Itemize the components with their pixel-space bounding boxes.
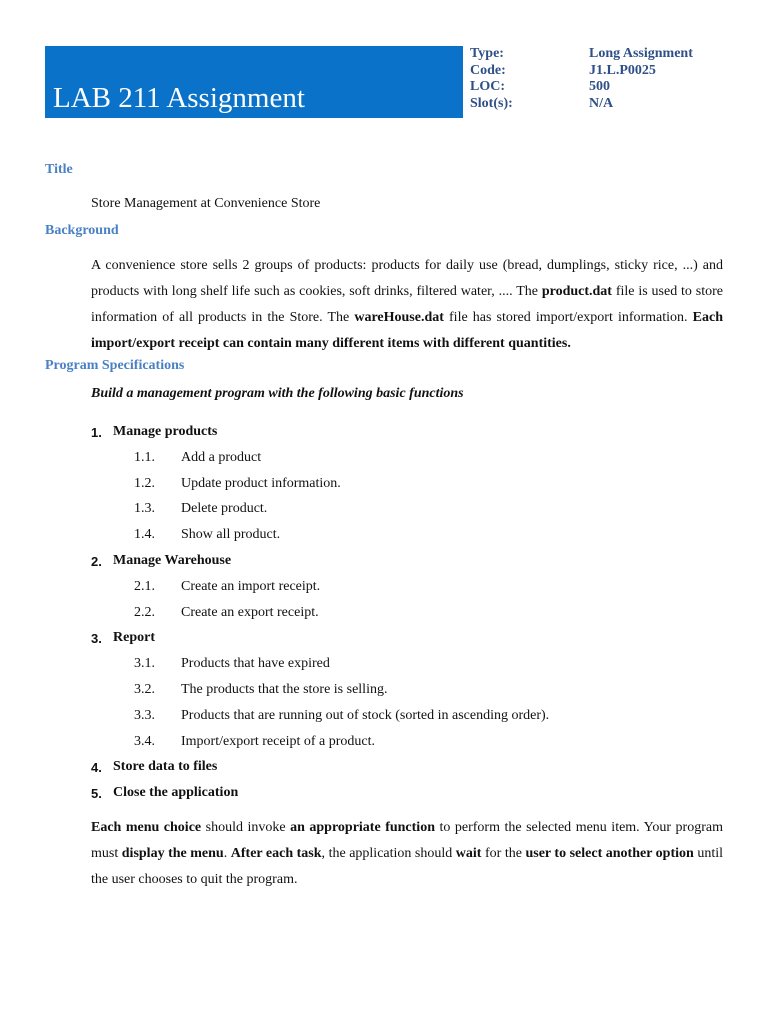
submenu-item-label: Add a product <box>181 449 262 465</box>
background-segment: file is used to store information of all products in the Store. The <box>91 284 723 325</box>
closing-segment: , the application should <box>321 846 456 861</box>
submenu-item-number: 1.3. <box>134 501 155 517</box>
header-banner <box>45 46 463 118</box>
menu-item-number: 4. <box>91 760 102 776</box>
meta-loc-value: 500 <box>589 79 610 94</box>
closing-segment: After each task <box>230 846 322 861</box>
meta-code-label: Code: <box>470 62 506 78</box>
meta-values <box>589 46 693 112</box>
title-heading: Title <box>45 162 73 177</box>
menu-item-label: Close the application <box>113 785 239 801</box>
meta-slots-value: N/A <box>589 95 614 111</box>
submenu-item-number: 1.4. <box>134 527 155 543</box>
closing-segment: Each menu choice <box>91 820 202 835</box>
background-segment: product.dat <box>541 284 612 299</box>
closing-segment: for the <box>481 846 526 861</box>
closing-segment: . <box>223 846 231 861</box>
submenu-item-label: Create an import receipt. <box>181 578 321 594</box>
meta-code-value: J1.L.P0025 <box>589 62 656 78</box>
closing-paragraph <box>91 815 723 893</box>
document-title: LAB 211 Assignment <box>53 82 305 114</box>
meta-slots-label: Slot(s): <box>470 95 513 111</box>
submenu-item-number: 3.3. <box>134 707 155 723</box>
background-paragraph <box>91 253 723 357</box>
closing-segment: user to select another option <box>525 846 694 861</box>
closing-segment: an appropriate function <box>290 820 435 835</box>
menu-item-label: Manage products <box>113 424 218 439</box>
menu-item-number: 3. <box>91 631 102 647</box>
background-segment: A convenience store sells 2 groups of products: products for daily use (bread, dumplings, sticky rice, ...) and products with long shelf life such as cookies, soft drinks, filtered water, .... The <box>91 258 723 299</box>
specs-intro: Build a management program with the following basic functions <box>91 386 464 401</box>
menu-item-label: Store data to files <box>113 759 218 775</box>
submenu-item-number: 1.1. <box>134 449 155 465</box>
submenu-item-number: 1.2. <box>134 475 155 491</box>
submenu-item-number: 2.1. <box>134 578 155 594</box>
specs-heading: Program Specifications <box>45 358 185 373</box>
submenu-item-label: The products that the store is selling. <box>181 682 388 697</box>
closing-segment: until the user chooses to quit the program. <box>91 846 724 887</box>
submenu-item-number: 3.1. <box>134 656 155 672</box>
meta-loc-label: LOC: <box>470 79 505 94</box>
submenu-item-label: Import/export receipt of a product. <box>181 733 375 749</box>
meta-type-value: Long Assignment <box>589 46 693 61</box>
closing-segment: to perform the selected menu item. Your program must <box>91 820 723 861</box>
meta-labels <box>470 46 513 112</box>
submenu-item-label: Products that have expired <box>181 656 330 672</box>
title-text: Store Management at Convenience Store <box>91 196 321 211</box>
background-heading: Background <box>45 223 119 238</box>
menu-item-number: 5. <box>91 786 102 802</box>
submenu-item-number: 2.2. <box>134 604 155 620</box>
menu-item-number: 1. <box>91 425 102 440</box>
background-segment: Each import/export receipt can contain many different items with different quantities. <box>91 310 723 351</box>
meta-type-label: Type: <box>470 46 504 61</box>
background-segment: file has stored import/export information. <box>443 310 693 325</box>
menu-item-label: Report <box>113 630 155 646</box>
submenu-item-label: Show all product. <box>181 527 281 543</box>
closing-segment: should invoke <box>201 820 291 835</box>
menu-item-label: Manage Warehouse <box>113 553 232 568</box>
menu-item-number: 2. <box>91 554 102 569</box>
submenu-item-label: Products that are running out of stock (sorted in ascending order). <box>181 707 550 723</box>
closing-segment: wait <box>455 846 482 861</box>
submenu-item-label: Update product information. <box>181 475 341 491</box>
submenu-item-number: 3.2. <box>134 682 155 697</box>
submenu-item-label: Delete product. <box>181 501 268 517</box>
submenu-item-number: 3.4. <box>134 733 155 749</box>
closing-segment: display the menu <box>121 846 224 861</box>
background-segment: wareHouse.dat <box>354 310 444 325</box>
submenu-item-label: Create an export receipt. <box>181 604 319 620</box>
